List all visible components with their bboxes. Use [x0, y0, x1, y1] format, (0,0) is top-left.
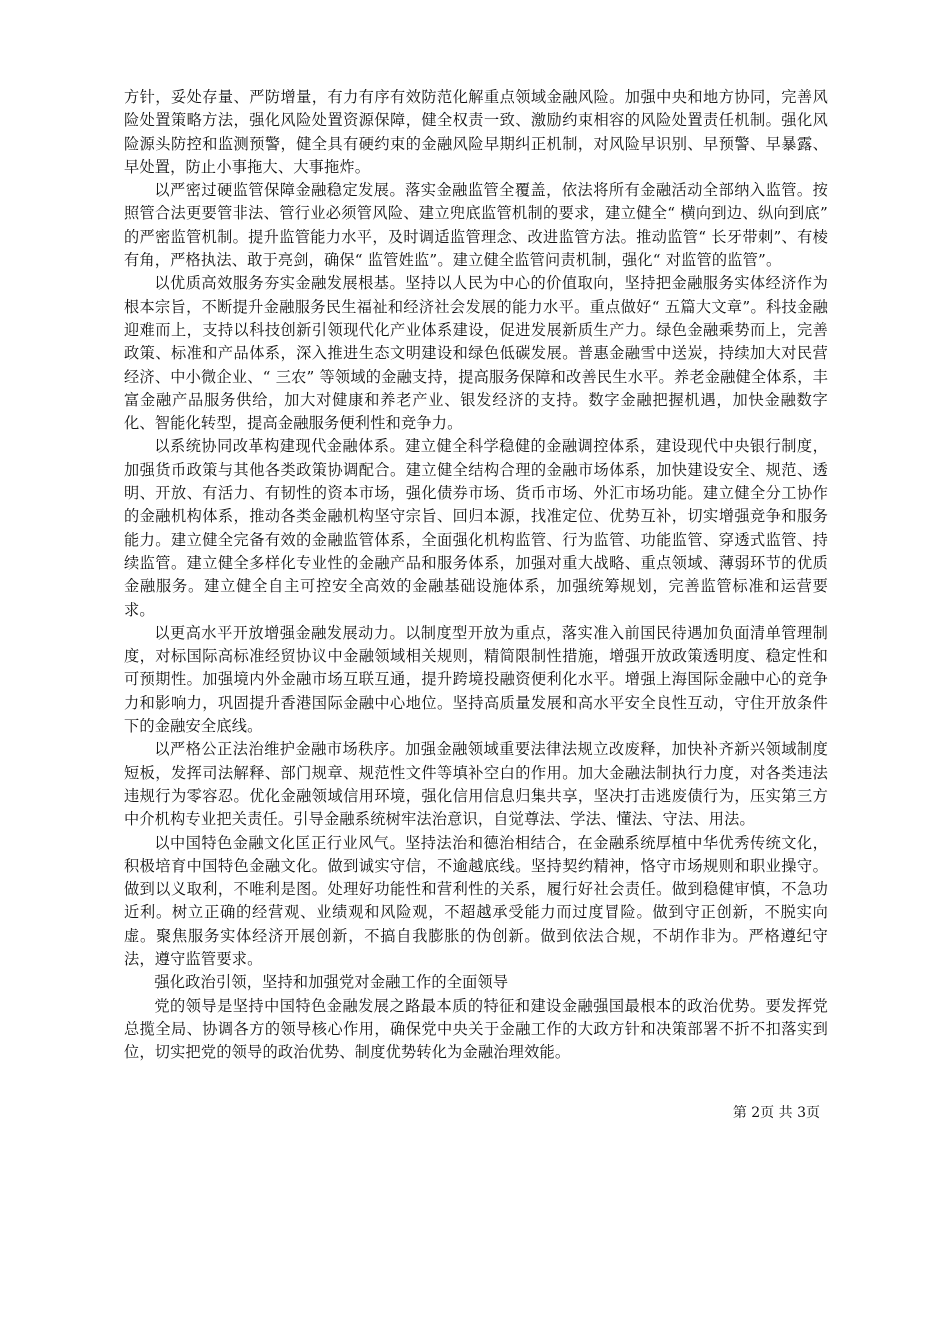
paragraph-regulation: 以严密过硬监管保障金融稳定发展。落实金融监管全覆盖，依法将所有金融活动全部纳入监管。按照管合法更要管非法、管行业必须管风险、建立兜底监管机制的要求，建立健全“ 横向到边、纵向到底” 的严密监管机制。提升监管能力水平，及时调适监管理念、改进监管方法。推动监管“ 长牙带刺”、有棱有角，严格执法、敢于亮剑，确保“ 监管姓监”。建立健全监管问责机制，强化“ 对监管的监管”。 — [124, 181, 828, 270]
paragraph-culture: 以中国特色金融文化匡正行业风气。坚持法治和德治相结合，在金融系统厚植中华优秀传统文化，积极培育中国特色金融文化。做到诚实守信，不逾越底线。坚持契约精神，恪守市场规则和职业操守。做到以义取利，不唯利是图。处理好功能性和营利性的关系，履行好社会责任。做到稳健审慎，不急功近利。树立正确的经营观、业绩观和风险观，不超越承受能力而过度冒险。做到守正创新，不脱实向虚。聚焦服务实体经济开展创新，不搞自我膨胀的伪创新。做到依法合规，不胡作非为。严格遵纪守法，遵守监管要求。 — [124, 833, 828, 968]
page-number-footer: 第 2页 共 3页 — [732, 1105, 820, 1121]
paragraph-reform: 以系统协同改革构建现代金融体系。建立健全科学稳健的金融调控体系，建设现代中央银行制度，加强货币政策与其他各类政策协调配合。建立健全结构合理的金融市场体系，加快建设安全、规范、透明、开放、有活力、有韧性的资本市场，强化债券市场、货币市场、外汇市场功能。建立健全分工协作的金融机构体系，推动各类金融机构坚守宗旨、回归本源，找准定位、优势互补，切实增强竞争和服务能力。建立健全完备有效的金融监管体系，全面强化机构监管、行为监管、功能监管、穿透式监管、持续监管。建立健全多样化专业性的金融产品和服务体系，加强对重大战略、重点领域、薄弱环节的优质金融服务。建立健全自主可控安全高效的金融基础设施体系，加强统筹规划，完善监管标准和运营要求。 — [124, 437, 828, 619]
section-heading: 强化政治引领，坚持和加强党对金融工作的全面领导 — [154, 973, 509, 992]
paragraph-rule-of-law: 以严格公正法治维护金融市场秩序。加强金融领域重要法律法规立改废释，加快补齐新兴领域制度短板，发挥司法解释、部门规章、规范性文件等填补空白的作用。加大金融法制执行力度，对各类违法违规行为零容忍。优化金融领域信用环境，强化信用信息归集共享，坚决打击逃废债行为，压实第三方中介机构专业把关责任。引导金融系统树牢法治意识，自觉尊法、学法、懂法、守法、用法。 — [124, 740, 828, 829]
document-body — [124, 86, 828, 1064]
paragraph-risk-disposal: 方针，妥处存量、严防增量，有力有序有效防范化解重点领域金融风险。加强中央和地方协同，完善风险处置策略方法，强化风险处置资源保障，健全权责一致、激励约束相容的风险处置责任机制。强化风险源头防控和监测预警，健全具有硬约束的金融风险早期纠正机制，对风险早识别、早预警、早暴露、早处置，防止小事拖大、大事拖炸。 — [124, 88, 828, 176]
paragraph-opening: 以更高水平开放增强金融发展动力。以制度型开放为重点，落实准入前国民待遇加负面清单管理制度，对标国际高标准经贸协议中金融领域相关规则，精简限制性措施，增强开放政策透明度、稳定性和可预期性。加强境内外金融市场互联互通，提升跨境投融资便利化水平。增强上海国际金融中心的竞争力和影响力，巩固提升香港国际金融中心地位。坚持高质量发展和高水平安全良性互动，守住开放条件下的金融安全底线。 — [124, 623, 828, 736]
paragraph-party-leadership: 党的领导是坚持中国特色金融发展之路最本质的特征和建设金融强国最根本的政治优势。要发挥党总揽全局、协调各方的领导核心作用，确保党中央关于金融工作的大政方针和决策部署不折不扣落实到位，切实把党的领导的政治优势、制度优势转化为金融治理效能。 — [124, 996, 828, 1062]
paragraph-service: 以优质高效服务夯实金融发展根基。坚持以人民为中心的价值取向，坚持把金融服务实体经济作为根本宗旨，不断提升金融服务民生福祉和经济社会发展的能力水平。重点做好“ 五篇大文章”。科技金融迎难而上，支持以科技创新引领现代化产业体系建设，促进发展新质生产力。绿色金融乘势而上，完善政策、标准和产品体系，深入推进生态文明建设和绿色低碳发展。普惠金融雪中送炭，持续加大对民营经济、中小微企业、“ 三农” 等领域的金融支持，提高服务保障和改善民生水平。养老金融健全体系，丰富金融产品服务供给，加大对健康和养老产业、银发经济的支持。数字金融把握机遇，加快金融数字化、智能化转型，提高金融服务便利性和竞争力。 — [124, 274, 828, 433]
